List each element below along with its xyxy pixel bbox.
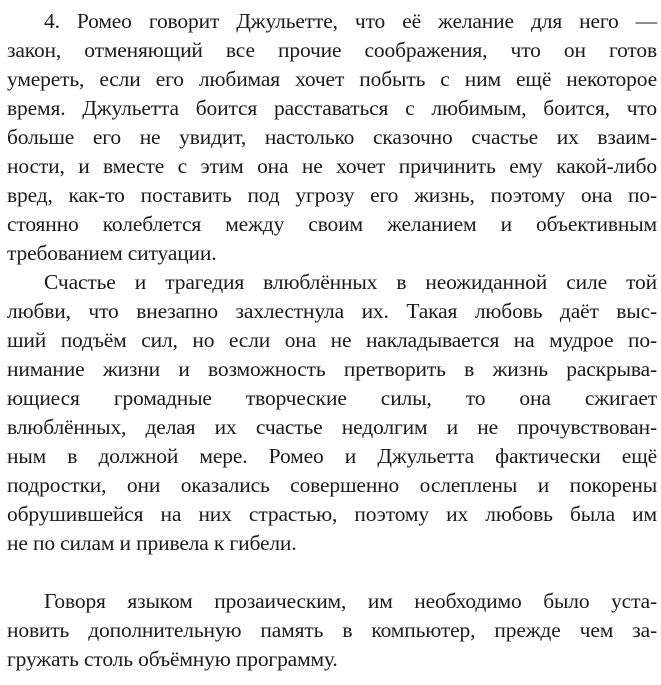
text-line: подростки, они оказались совершенно ослеплены и покорены — [7, 473, 657, 497]
text-line: больше его не увидит, настолько сказочно счастье их взаим- — [7, 125, 657, 149]
text-line: обрушившейся на них страстью, поэтому их любовь была им — [7, 502, 657, 526]
text-line: время. Джульетта боится расставаться с любимым, боится, что — [7, 96, 657, 120]
text-line: нимание жизни и возможность претворить в жизнь раскрыва- — [7, 357, 657, 381]
text-line: закон, отменяющий все прочие соображения, что он готов — [7, 38, 657, 62]
text-line: гружать столь объёмную программу. — [7, 647, 338, 671]
text-line: Говоря языком прозаическим, им необходимо было уста- — [44, 589, 657, 613]
text-line: Счастье и трагедия влюблённых в неожиданной силе той — [44, 270, 657, 294]
text-line: ным в должной мере. Ромео и Джульетта фактически ещё — [7, 444, 657, 468]
text-line: ности, и вместе с этим она не хочет причинить ему какой-либо — [7, 154, 657, 178]
text-line: стоянно колеблется между своим желанием и объективным — [7, 212, 657, 236]
text-line: вред, как-то поставить под угрозу его жизнь, поэтому она по- — [7, 183, 657, 207]
text-line: ший подъём сил, но если она не накладывается на мудрое по- — [7, 328, 657, 352]
text-line: влюблённых, делая их счастье недолгим и не прочувствован- — [7, 415, 657, 439]
text-line: 4. Ромео говорит Джульетте, что её желание для него — — [44, 9, 657, 33]
text-line: требованием ситуации. — [7, 241, 217, 265]
text-line: умереть, если его любимая хочет побыть с ним ещё некоторое — [7, 67, 657, 91]
text-line: любви, что внезапно захлестнула их. Такая любовь даёт выс- — [7, 299, 657, 323]
text-line: не по силам и привела к гибели. — [7, 531, 297, 555]
text-line: новить дополнительную память в компьютер, прежде чем за- — [7, 618, 657, 642]
text-line: ющиеся громадные творческие силы, то она сжигает — [7, 386, 657, 410]
